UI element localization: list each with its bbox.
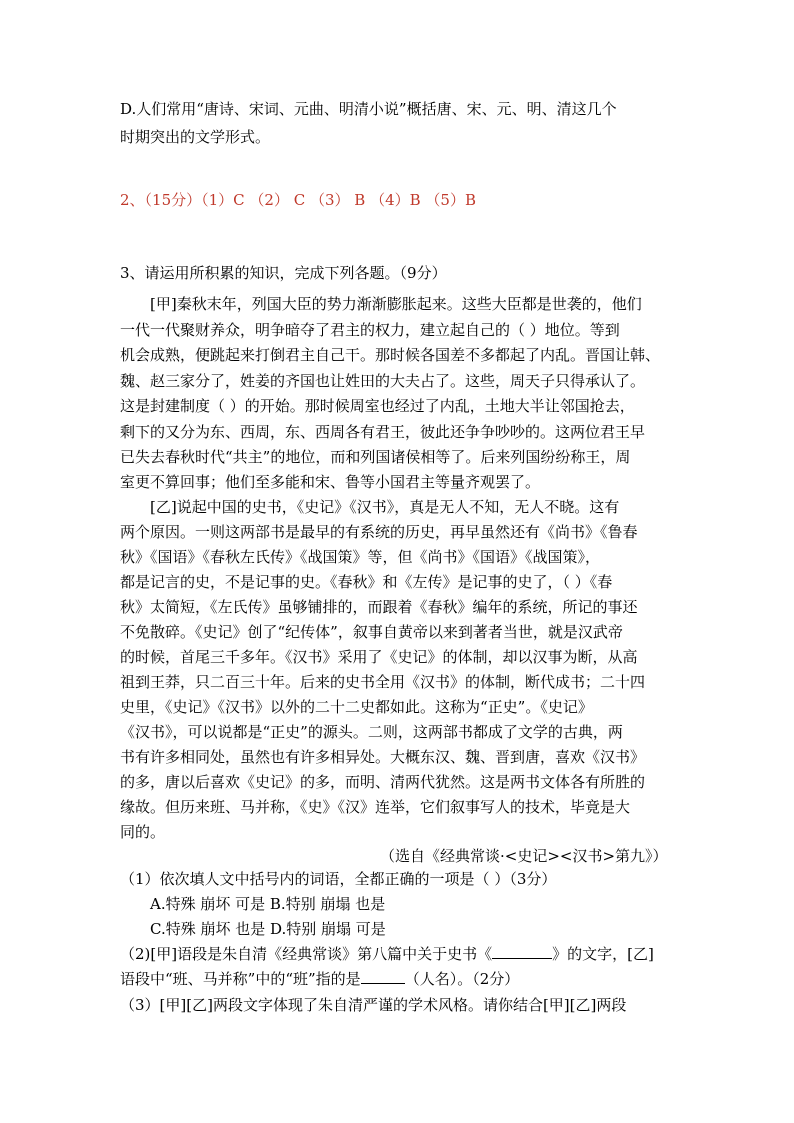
passage-a-line: 室更不算回事；他们至多能和宋、鲁等小国君主等量齐观罢了。 xyxy=(120,473,541,491)
sub-question-2-line-2 xyxy=(120,969,519,989)
sub-question-2-text: 语段中“班、马并称”中的“班”指的是 xyxy=(120,970,361,988)
passage-a-line: [甲]秦秋末年，列国大臣的势力渐渐膨胀起来。这些大臣都是世袭的，他们 xyxy=(150,295,642,313)
passage-b-line: 的时候，首尾三千多年。《汉书》采用了《史记》的体制，却以汉事为断，从高 xyxy=(120,648,638,666)
sub-question-1-options-row-1: A.特殊 崩坏 可是 B.特别 崩塌 也是 xyxy=(150,895,386,913)
passage-b-line: 书有许多相同处，虽然也有许多相异处。大概东汉、魏、晋到唐，喜欢《汉书》 xyxy=(120,748,646,766)
passage-a-line: 一代一代聚财养众，明争暗夺了君主的权力，建立起自己的（ ）地位。等到 xyxy=(120,321,620,339)
option-d-line-1: D.人们常用“唐诗、宋词、元曲、明清小说”概括唐、宋、元、明、清这几个 xyxy=(120,100,617,118)
passage-a-line: 剩下的又分为东、西周，东、西周各有君王，彼此还争争吵吵的。这两位君王早 xyxy=(120,423,646,441)
sub-question-1-options-row-2: C.特殊 崩坏 也是 D.特别 崩塌 可是 xyxy=(150,920,386,938)
passage-b-line: 不免散碎。《史记》创了“纪传体”，叙事自黄帝以来到著者当世，就是汉武帝 xyxy=(120,623,623,641)
passage-b-line: 史里，《史记》《汉书》以外的二十二史都如此。这称为“正史”。《史记》 xyxy=(120,698,593,716)
sub-question-2-line-1 xyxy=(120,944,654,964)
passage-b-line: 秋》太简短，《左氏传》虽够铺排的，而跟着《春秋》编年的系统，所记的事还 xyxy=(120,598,638,616)
sub-question-2-text: （2)[甲]语段是朱自清《经典常谈》第八篇中关于史书《 xyxy=(120,945,493,963)
passage-b-line: [乙]说起中国的史书，《史记》《汉书》，真是无人不知，无人不晓。这有 xyxy=(150,498,620,516)
passage-b-line: 两个原因。一则这两部书是最早的有系统的历史，再早虽然还有《尚书》《鲁春 xyxy=(120,523,638,541)
passage-a-line: 机会成熟，便跳起来打倒君主自己干。那时候各国差不多都起了内乱。晋国让韩、 xyxy=(120,346,661,364)
passage-a-line: 已失去春秋时代“共主”的地位，而和列国诸侯相等了。后来列国纷纷称王，周 xyxy=(120,448,631,466)
passage-a-line: 这是封建制度（ ）的开始。那时候周室也经过了内乱，土地大半让邻国抢去， xyxy=(120,397,635,415)
person-name-blank[interactable] xyxy=(361,983,405,984)
passage-b-line: 都是记言的史，不是记事的史。《春秋》和《左传》是记事的史了，（ ）《春 xyxy=(120,573,613,591)
passage-source: （选自《经典常谈·<史记><汉书>第九》） xyxy=(380,847,668,865)
passage-b-line: 秋》《国语》《春秋左氏传》《战国策》等，但《尚书》《国语》《战国策》， xyxy=(120,548,601,566)
passage-b-line: 祖到王莽，只二百三十年。后来的史书全用《汉书》的体制，断代成书；二十四 xyxy=(120,673,646,691)
passage-b-line: 《汉书》，可以说都是“正史”的源头。二则，这两部书都成了文学的古典，两 xyxy=(120,723,623,741)
passage-a-line: 魏、赵三家分了，姓姜的齐国也让姓田的大夫占了。这些，周天子只得承认了。 xyxy=(120,372,646,390)
sub-question-2-text: （人名）。（2分） xyxy=(404,970,520,988)
option-d-line-2: 时期突出的文学形式。 xyxy=(120,128,271,146)
sub-question-1: （1）依次填人文中括号内的词语，全都正确的一项是（ ）（3分） xyxy=(120,870,557,888)
passage-b-line: 缘故。但历来班、马并称，《史》《汉》连举，它们叙事写人的技术，毕竟是大 xyxy=(120,798,631,816)
passage-b-line: 同的。 xyxy=(120,823,166,841)
q3-heading: 3、请运用所积累的知识，完成下列各题。（9分） xyxy=(120,264,447,282)
sub-question-2-text: 》的文字，[乙] xyxy=(552,945,654,963)
sub-question-3: （3）[甲][乙]两段文字体现了朱自清严谨的学术风格。请你结合[甲][乙]两段 xyxy=(120,996,627,1014)
q2-answer-key: 2、（15分）（1）C （2） C （3） B （4）B （5）B xyxy=(120,191,476,209)
book-title-blank[interactable] xyxy=(492,958,552,959)
passage-b-line: 的多，唐以后喜欢《史记》的多，而明、清两代犹然。这是两书文体各有所胜的 xyxy=(120,773,646,791)
